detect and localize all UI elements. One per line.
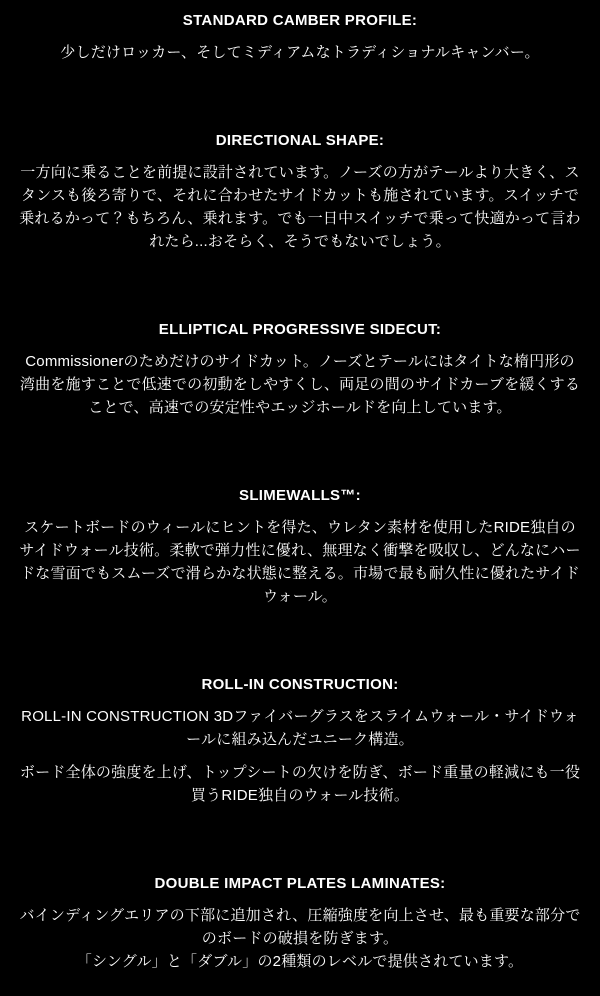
feature-heading: DOUBLE IMPACT PLATES LAMINATES: bbox=[154, 875, 446, 892]
feature-description: ボード全体の強度を上げ、トップシートの欠けを防ぎ、ボード重量の軽減にも一役買うRIDE独自のウォール技術。 bbox=[19, 764, 581, 804]
feature-description: ROLL-IN CONSTRUCTION 3Dファイバーグラスをスライムウォール・サイドウォールに組み込んだユニーク構造。 bbox=[21, 708, 579, 748]
feature-heading: DIRECTIONAL SHAPE: bbox=[215, 132, 385, 149]
feature-heading: ROLL-IN CONSTRUCTION: bbox=[201, 676, 399, 693]
section-standard-camber-profile bbox=[18, 12, 582, 64]
section-slimewalls bbox=[18, 487, 582, 608]
feature-description: 一方向に乗ることを前提に設計されています。ノーズの方がテールより大きく、スタンスも後ろ寄りで、それに合わせたサイドカットも施されています。スイッチで乗れるかって？もちろん、乗れます。でも一日中スイッチで乗って快適かって言われたら...おそらく、そうでもないでしょう。 bbox=[19, 164, 581, 250]
section-double-impact-plates-laminates bbox=[18, 875, 582, 973]
feature-description: スケートボードのウィールにヒントを得た、ウレタン素材を使用したRIDE独自のサイドウォール技術。柔軟で弾力性に優れ、無理なく衝撃を吸収し、どんなにハードな雪面でもスムーズで滑らかな状態に整える。市場で最も耐久性に優れたサイドウォール。 bbox=[19, 519, 581, 605]
section-elliptical-progressive-sidecut bbox=[18, 321, 582, 419]
feature-heading: SLIMEWALLS™: bbox=[239, 487, 361, 504]
feature-heading: STANDARD CAMBER PROFILE: bbox=[182, 12, 418, 29]
feature-description: 少しだけロッカー、そしてミディアムなトラディショナルキャンバー。 bbox=[60, 44, 540, 61]
section-roll-in-construction bbox=[18, 676, 582, 807]
feature-description: Commissionerのためだけのサイドカット。ノーズとテールにはタイトな楕円形の湾曲を施すことで低速での初動をしやすくし、両足の間のサイドカーブを緩くすることで、高速での安定性やエッジホールドを向上しています。 bbox=[19, 353, 581, 416]
section-directional-shape bbox=[18, 132, 582, 253]
feature-description: バインディングエリアの下部に追加され、圧縮強度を向上させ、最も重要な部分でのボードの破損を防ぎます。 「シングル」と「ダブル」の2種類のレベルで提供されています。 bbox=[19, 907, 581, 970]
feature-heading: ELLIPTICAL PROGRESSIVE SIDECUT: bbox=[158, 321, 442, 338]
product-features-page bbox=[18, 12, 582, 973]
